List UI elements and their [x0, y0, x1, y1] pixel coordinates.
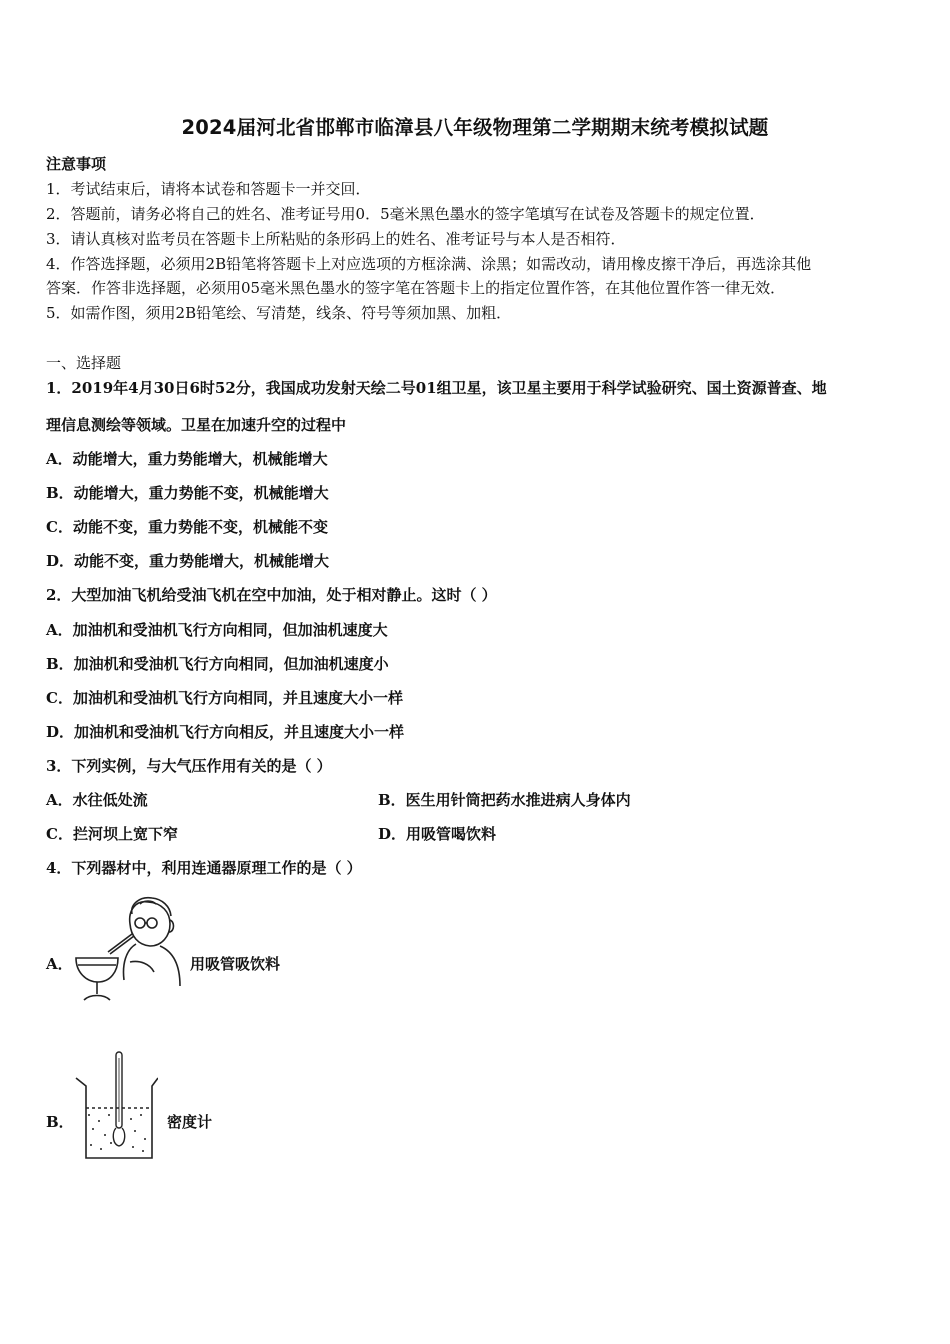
notice-heading: 注意事项	[46, 155, 107, 173]
question-4-stem: 4．下列器材中，利用连通器原理工作的是（ ）	[46, 859, 362, 877]
question-1-stem: 1．2019年4月30日6时52分，我国成功发射天绘二号01组卫星，该卫星主要用于科学试验研究、国土资源普查、地	[46, 379, 827, 397]
q2-option-b: B．加油机和受油机飞行方向相同，但加油机速度小	[46, 655, 389, 673]
q3-option-a: A．水往低处流	[46, 791, 148, 809]
q3-option-b: B．医生用针筒把药水推进病人身体内	[378, 791, 631, 809]
q1-option-d: D．动能不变，重力势能增大，机械能增大	[46, 552, 330, 570]
q3-option-d: D．用吸管喝饮料	[378, 825, 497, 843]
q2-option-d: D．加油机和受油机飞行方向相反，并且速度大小一样	[46, 723, 405, 741]
notice-item: 1．考试结束后，请将本试卷和答题卡一并交回．	[46, 180, 371, 198]
hydrometer-beaker-figure	[72, 1048, 158, 1160]
q4-option-b-letter: B．	[46, 1113, 74, 1131]
notice-item: 4．作答选择题，必须用2B铅笔将答题卡上对应选项的方框涂满、涂黑；如需改动，请用橡皮擦干净后，再选涂其他	[46, 255, 812, 273]
q1-option-a: A．动能增大，重力势能增大，机械能增大	[46, 450, 328, 468]
notice-item: 3．请认真核对监考员在答题卡上所粘贴的条形码上的姓名、准考证号与本人是否相符．	[46, 230, 626, 248]
notice-item: 5．如需作图，须用2B铅笔绘、写清楚，线条、符号等须加黑、加粗．	[46, 304, 512, 322]
q4-option-b-text: 密度计	[167, 1113, 213, 1131]
q4-option-a-letter: A．	[46, 955, 73, 973]
straw-drinking-figure	[70, 890, 188, 1008]
q1-option-b: B．动能增大，重力势能不变，机械能增大	[46, 484, 329, 502]
q2-option-a: A．加油机和受油机飞行方向相同，但加油机速度大	[46, 621, 388, 639]
question-3-stem: 3．下列实例，与大气压作用有关的是（ ）	[46, 757, 332, 775]
notice-item: 2．答题前，请务必将自己的姓名、准考证号用0．5毫米黑色墨水的签字笔填写在试卷及答题卡的规定位置．	[46, 205, 765, 223]
q1-option-c: C．动能不变，重力势能不变，机械能不变	[46, 518, 328, 536]
q2-option-c: C．加油机和受油机飞行方向相同，并且速度大小一样	[46, 689, 403, 707]
section-heading: 一、选择题	[46, 354, 122, 372]
question-2-stem: 2．大型加油飞机给受油飞机在空中加油，处于相对静止。这时（ ）	[46, 586, 497, 604]
notice-item: 答案．作答非选择题，必须用05毫米黑色墨水的签字笔在答题卡上的指定位置作答，在其他位置作答一律无效．	[46, 279, 786, 297]
question-1-stem-cont: 理信息测绘等领域。卫星在加速升空的过程中	[46, 416, 347, 434]
page-title: 2024届河北省邯郸市临漳县八年级物理第二学期期末统考模拟试题	[181, 116, 769, 139]
q4-option-a-text: 用吸管吸饮料	[190, 955, 281, 973]
q3-option-c: C．拦河坝上宽下窄	[46, 825, 178, 843]
